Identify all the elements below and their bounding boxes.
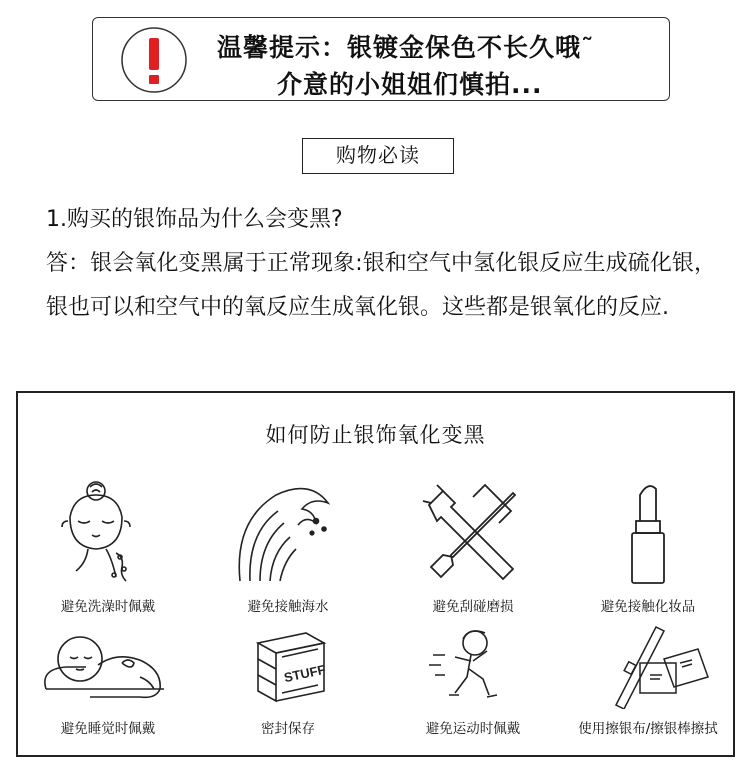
tip-sleeping bbox=[18, 625, 198, 743]
tip-polishing bbox=[558, 625, 738, 743]
tools-icon bbox=[413, 477, 533, 589]
faq-question: 1.购买的银饰品为什么会变黑? bbox=[46, 207, 343, 232]
polishing-cloth-icon bbox=[578, 625, 718, 709]
storage-box-icon bbox=[228, 625, 348, 705]
faq-answer: 答：银会氧化变黑属于正常现象:银和空气中氢化银反应生成硫化银，银也可以和空气中的氧反应生成氧化银。这些都是银氧化的反应. bbox=[46, 251, 716, 320]
guide-label: 购物必读 bbox=[302, 138, 454, 174]
tip-bathing bbox=[18, 477, 198, 617]
bathing-girl-icon bbox=[48, 477, 168, 589]
box-label: STUFF bbox=[282, 661, 327, 686]
notice-line-2: 介意的小姐姐们慎拍... bbox=[277, 70, 543, 99]
tip-exercise bbox=[383, 625, 563, 743]
lipstick-icon bbox=[588, 477, 708, 589]
sea-wave-icon bbox=[228, 477, 348, 589]
tip-label: 避免刮碰磨损 bbox=[432, 599, 514, 615]
sleeping-baby-icon bbox=[38, 625, 178, 705]
tip-scratch bbox=[383, 477, 563, 617]
tip-label: 避免运动时佩戴 bbox=[425, 721, 521, 737]
tip-seawater bbox=[198, 477, 378, 617]
prevention-panel bbox=[16, 391, 735, 757]
tip-label: 避免接触化妆品 bbox=[600, 599, 696, 615]
tip-label: 使用擦银布/擦银棒擦拭 bbox=[578, 721, 718, 737]
tip-label: 避免接触海水 bbox=[247, 599, 329, 615]
tip-label: 避免睡觉时佩戴 bbox=[60, 721, 156, 737]
tip-storage bbox=[198, 625, 378, 743]
panel-title: 如何防止银饰氧化变黑 bbox=[265, 423, 486, 447]
faq-section bbox=[46, 198, 716, 330]
running-boy-icon bbox=[413, 625, 533, 705]
tip-label: 避免洗澡时佩戴 bbox=[60, 599, 156, 615]
tip-label: 密封保存 bbox=[261, 721, 315, 737]
exclamation-circle-icon bbox=[119, 25, 189, 95]
notice-banner bbox=[92, 17, 670, 101]
notice-line-1: 温馨提示：银镀金保色不长久哦˜ bbox=[217, 33, 595, 62]
tip-cosmetics bbox=[558, 477, 738, 617]
